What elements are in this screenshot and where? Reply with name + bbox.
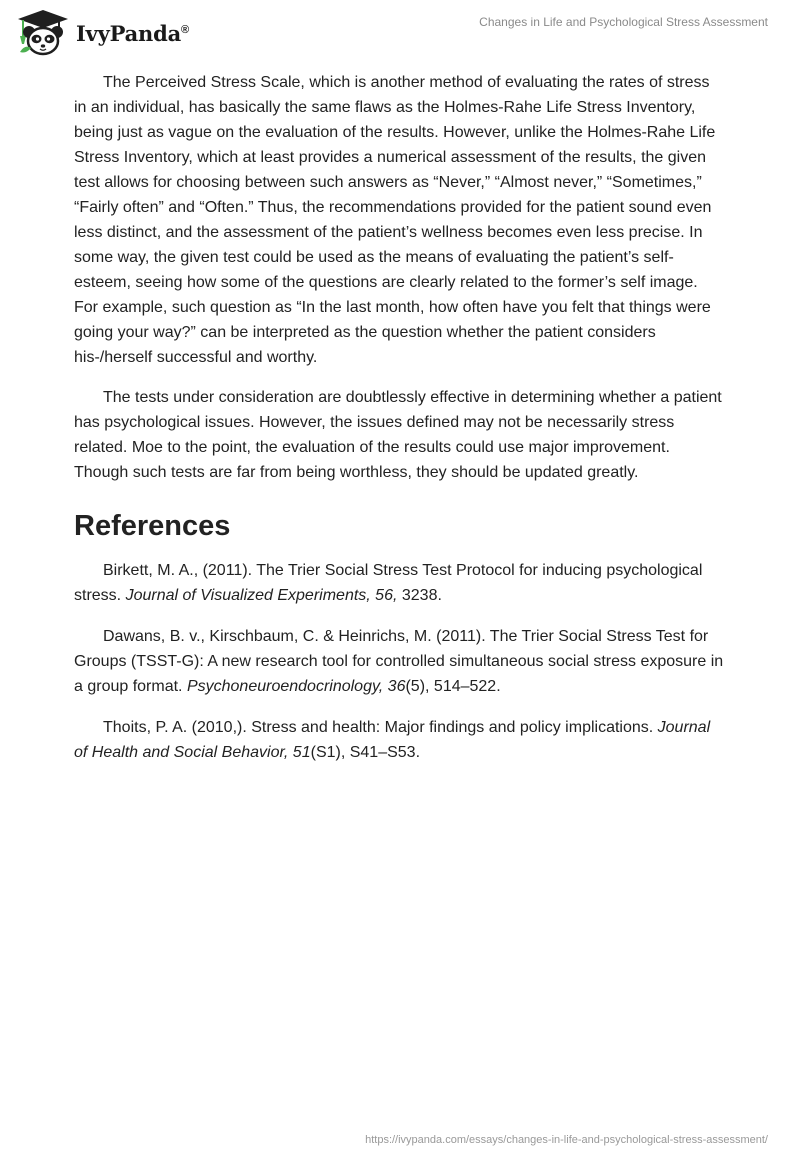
- source-url[interactable]: https://ivypanda.com/essays/changes-in-life-and-psychological-stress-assessment/: [365, 1134, 768, 1146]
- body-paragraph: The tests under consideration are doubtlessly effective in determining whether a patient has psychological issues. However, the issues defined may not be necessarily stress related. Moe to the point, the evaluation of the results could use major improvement. Though such tests are far from being worthless, they should be updated greatly.: [74, 389, 722, 481]
- brand-logo[interactable]: [14, 8, 189, 58]
- essay-content: [74, 70, 726, 781]
- page-header: [0, 0, 800, 70]
- brand-name: IvyPanda®: [76, 20, 189, 46]
- reference-item: Birkett, M. A., (2011). The Trier Social Stress Test Protocol for inducing psychological stress. Journal of Visualized Experiments, 56, 3238.: [74, 562, 703, 604]
- body-paragraph: The Perceived Stress Scale, which is another method of evaluating the rates of stress in an individual, has basically the same flaws as the Holmes-Rahe Life Stress Inventory, being just as vague on the evaluation of the results. However, unlike the Holmes-Rahe Life Stress Inventory, which at least provides a numerical assessment of the results, the given test allows for choosing between such answers as “Never,” “Almost never,” “Sometimes,” “Fairly often” and “Often.” Thus, the recommendations provided for the patient sound even less distinct, and the assessment of the patient’s wellness becomes even less precise. In some way, the given test could be used as the means of evaluating the patient’s self-esteem, seeing how some of the questions are clearly related to the former’s self image. For example, such question as “In the last month, how often have you felt that things were going your way?” can be interpreted as the question whether the patient considers his-/herself successful and worthy.: [74, 74, 716, 366]
- panda-graduate-icon: [14, 8, 72, 58]
- document-title: Changes in Life and Psychological Stress Assessment: [479, 15, 768, 29]
- reference-item: Dawans, B. v., Kirschbaum, C. & Heinrichs, M. (2011). The Trier Social Stress Test for Groups (TSST-G): A new research tool for controlled simultaneous social stress exposure in a group format. Psychoneuroendocrinology, 36(5), 514–522.: [74, 628, 724, 695]
- references-heading: References: [74, 510, 231, 542]
- reference-item: Thoits, P. A. (2010,). Stress and health: Major findings and policy implications. Journal of Health and Social Behavior, 51(S1), S41–S53.: [74, 719, 711, 761]
